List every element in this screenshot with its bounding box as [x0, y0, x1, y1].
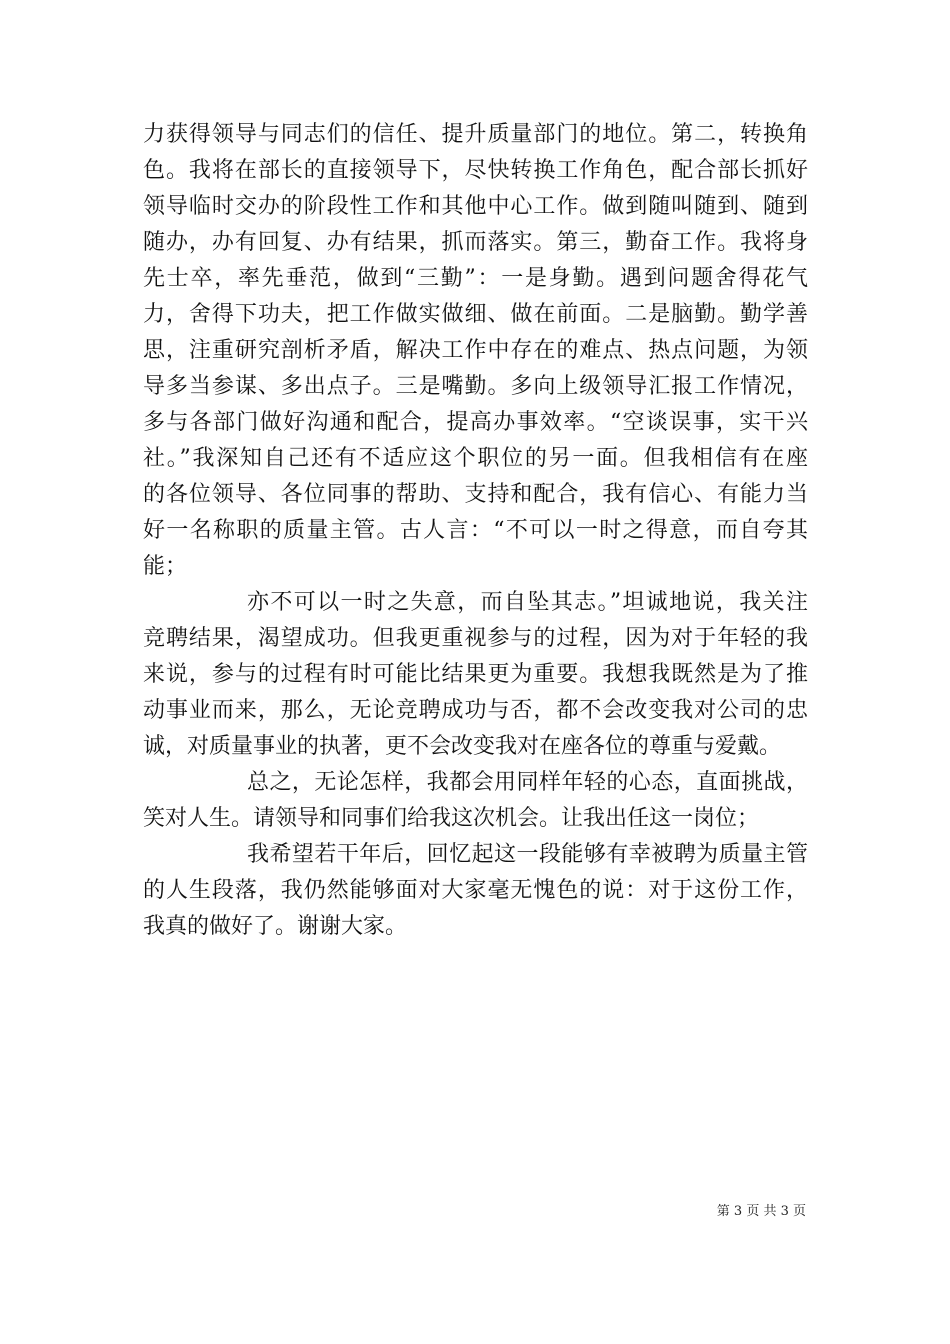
text-line: 的各位领导、各位同事的帮助、支持和配合，我有信心、有能力当	[143, 482, 808, 507]
text-line: 我真的做好了。谢谢大家。	[143, 914, 408, 939]
text-line: 色。我将在部长的直接领导下，尽快转换工作角色，配合部长抓好	[143, 158, 808, 183]
page-number: 第 3 页 共 3 页	[716, 1204, 806, 1219]
text-line: 思，注重研究剖析矛盾，解决工作中存在的难点、热点问题，为领	[143, 338, 808, 363]
text-line: 竞聘结果，渴望成功。但我更重视参与的过程，因为对于年轻的我	[143, 626, 808, 651]
text-line: 能；	[143, 554, 188, 579]
text-line: 领导临时交办的阶段性工作和其他中心工作。做到随叫随到、随到	[143, 194, 808, 219]
text-line: 诚，对质量事业的执著，更不会改变我对在座各位的尊重与爱戴。	[143, 734, 782, 759]
text-line: 力获得领导与同志们的信任、提升质量部门的地位。第二，转换角	[143, 122, 808, 147]
text-line: 社。”我深知自己还有不适应这个职位的另一面。但我相信有在座	[143, 446, 808, 471]
text-line: 来说，参与的过程有时可能比结果更为重要。我想我既然是为了推	[143, 662, 808, 687]
text-line: 导多当参谋、多出点子。三是嘴勤。多向上级领导汇报工作情况，	[143, 374, 808, 399]
text-line: 动事业而来，那么，无论竞聘成功与否，都不会改变我对公司的忠	[143, 698, 808, 723]
paragraph-start-line: 总之，无论怎样，我都会用同样年轻的心态，直面挑战，	[247, 770, 808, 795]
text-line: 力，舍得下功夫，把工作做实做细、做在前面。二是脑勤。勤学善	[143, 302, 808, 327]
text-line: 先士卒，率先垂范，做到“三勤”：一是身勤。遇到问题舍得花气	[143, 266, 808, 291]
text-line: 好一名称职的质量主管。古人言：“不可以一时之得意，而自夸其	[143, 518, 808, 543]
paragraph-start-line: 我希望若干年后，回忆起这一段能够有幸被聘为质量主管	[247, 842, 808, 867]
text-line: 笑对人生。请领导和同事们给我这次机会。让我出任这一岗位；	[143, 806, 760, 831]
body-text	[143, 117, 808, 945]
text-line: 随办，办有回复、办有结果，抓而落实。第三，勤奋工作。我将身	[143, 230, 808, 255]
text-line: 的人生段落，我仍然能够面对大家毫无愧色的说：对于这份工作，	[143, 878, 808, 903]
text-line: 多与各部门做好沟通和配合，提高办事效率。“空谈误事，实干兴	[143, 410, 808, 435]
paragraph-start-line: 亦不可以一时之失意，而自坠其志。”坦诚地说，我关注	[247, 590, 808, 615]
